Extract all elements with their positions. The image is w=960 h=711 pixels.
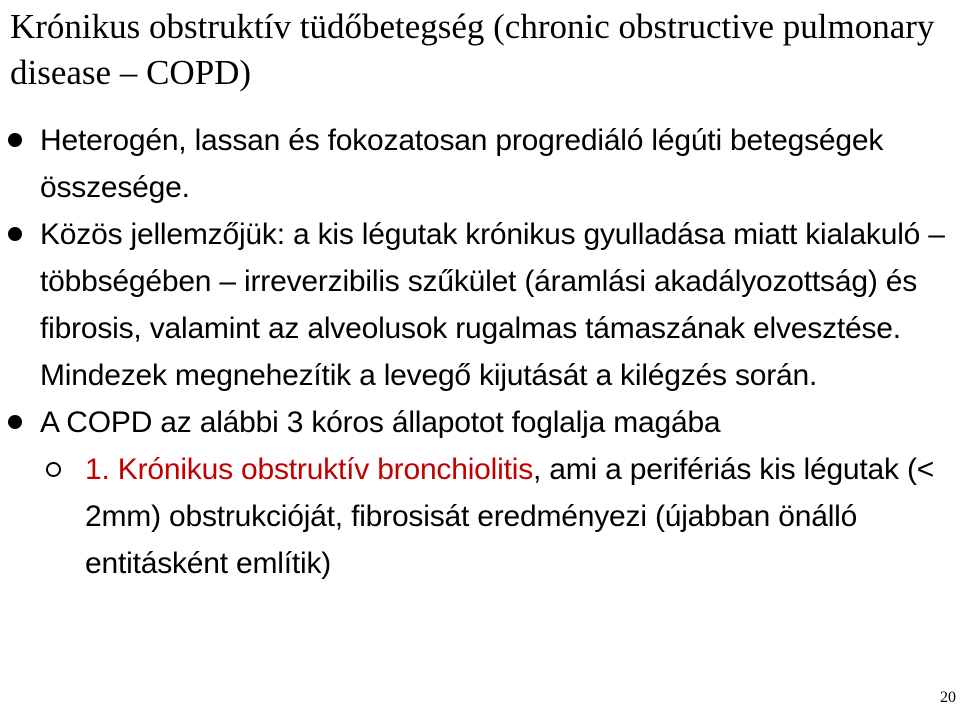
bullet-text: Heterogén, lassan és fokozatosan progrediáló légúti betegségek összesége. — [40, 124, 884, 204]
highlighted-term: 1. Krónikus obstruktív bronchiolitis — [85, 453, 534, 486]
filled-bullet-icon — [8, 415, 22, 429]
bullet-list — [0, 117, 960, 587]
filled-bullet-icon — [8, 133, 22, 147]
slide-title: Krónikus obstruktív tüdőbetegség (chronic obstructive pulmonary disease – COPD) — [10, 7, 935, 92]
bullet-text: Közös jellemzőjük: a kis légutak krónikus gyulladása miatt kialakuló – többségében – irreverzibilis szűkület (áramlási akadályozottság) és fibrosis, valamint az alveolusok rugalmas támaszának elvesztése. Mindezek megnehezítik a levegő kijutását a kilégzés során. — [40, 218, 945, 392]
bullet-item — [0, 117, 960, 211]
bullet-item — [0, 211, 960, 399]
bullet-text: A COPD az alábbi 3 kóros állapotot foglalja magába — [40, 406, 721, 439]
sub-bullet-text: , ami a perifériás kis légutak (< 2mm) obstrukcióját, fibrosisát eredményezi (újabban önálló entitásként említik) — [85, 453, 935, 580]
bullet-item — [0, 399, 960, 446]
page-number: 20 — [940, 689, 956, 706]
hollow-bullet-icon — [46, 462, 61, 477]
sub-bullet-item — [0, 446, 960, 587]
filled-bullet-icon — [8, 227, 22, 241]
